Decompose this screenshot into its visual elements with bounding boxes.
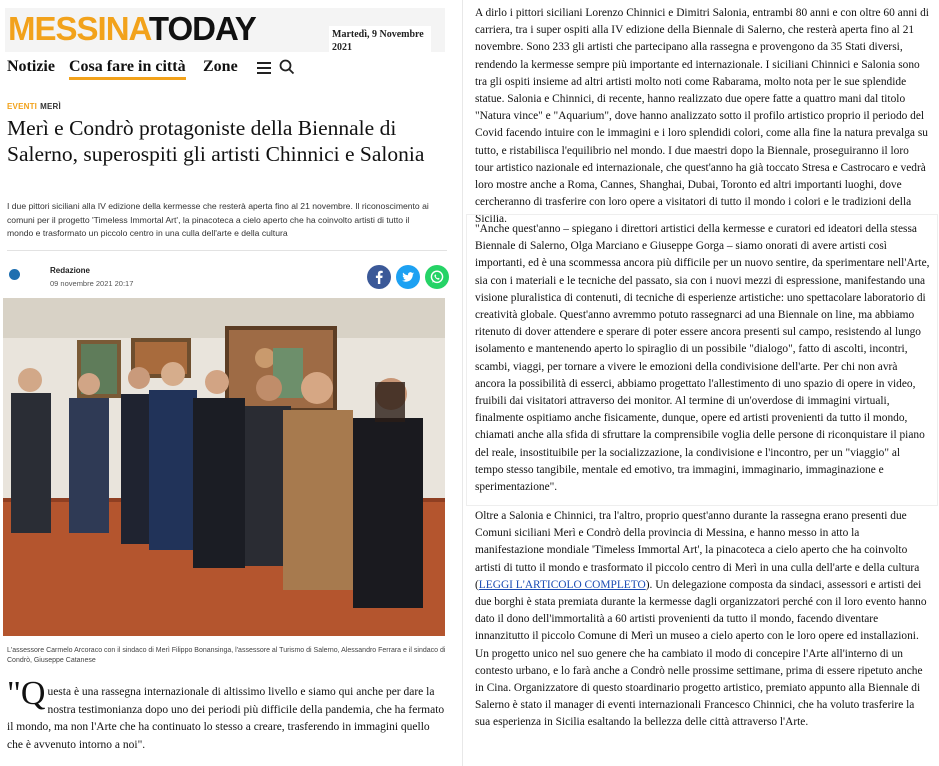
body-paragraph-2: "Anche quest'anno – spiegano i direttori artistici della kermesse e curatori ed ideatori della stessa Biennale di Salerno, Olga Marciano e Giuseppe Gorga – siamo onorati di avere artisti così importanti, ed è una scommessa ancora più difficile per un nuovo sentire, da sperimentare nell'Arte, sia con i materiali e le tecniche del passato, sia con i nuovi mezzi di espressione, manifestando una visione pluralistica di contenuti, di tecniche di esperienze artistiche: uno spettacolare laboratorio di creatività globale. Quest'anno avremmo potuto rassegnarci ad una Biennale on line, ma abbiamo ritenuto di dover attendere e sperare di poter essere ancora presenti sul campo, resistendo al lungo isolamento e mantenendo aperto lo spiraglio di un possibile "dialogo", fatto di ascolti, incontri, scambi, viaggi, per tornare a vivere le emozioni della condivisione dell'arte. Per chi non avrà ancora la possibilità di esserci, abbiamo progettato l'allestimento di uno spazio di opere in video, fruibili dai visitatori attraverso dei monitor. Al termine di un'overdose di immagini virtuali, finalmente ospitiamo anche fisicamente, dunque, opere ed artisti provenienti da tutto il mondo, chiamati anche alla sfida di sfruttare la comprensibile voglia delle persone di riconquistare il piano del reale, insostituibile per la socializzazione, la condivisione e l'incontro, per un "viaggio" al tempo stesso tangibile, mentale ed emotivo, tra immagini, immaginario, immaginazione e sperimentazione". xyxy=(475,223,930,494)
quote-text: uesta è una rassegna internazionale di altissimo livello e siamo qui anche per dare la nostra testimonianza dopo uno dei periodi più difficile della pandemia, che ha fermato il mondo, ma non l'Arte che ha continuato lo stesso a creare, trasferendo in immagini quello che è avvenuto intorno a noi". xyxy=(7,686,445,751)
twitter-share-button[interactable] xyxy=(396,265,420,289)
author-avatar xyxy=(9,269,20,280)
quote-dropcap: "Q xyxy=(7,675,46,712)
left-column xyxy=(0,0,458,766)
publish-date: 09 novembre 2021 20:17 xyxy=(50,279,134,288)
article-summary: I due pittori siciliani alla IV edizione della kermesse che resterà aperta fino al 21 novembre. Il riconoscimento ai comuni per il progetto 'Timeless Immortal Art', la pinacoteca a cielo aperto che ha coinvolto artisti di tutto il mondo e trasformato un piccolo centro in una culla dell'arte e della cultura xyxy=(7,201,429,238)
category-location[interactable]: MERÌ xyxy=(40,102,61,111)
whatsapp-icon xyxy=(425,265,449,289)
body-paragraph-3 xyxy=(475,508,930,732)
masthead xyxy=(5,8,445,52)
nav-item-notizie[interactable]: Notizie xyxy=(7,58,55,75)
author-name[interactable]: Redazione xyxy=(50,266,91,275)
search-icon[interactable] xyxy=(279,59,295,75)
logo-today: TODAY xyxy=(148,10,256,47)
category-label xyxy=(7,102,61,111)
group-photo-image xyxy=(3,298,445,636)
facebook-icon xyxy=(367,265,391,289)
site-logo[interactable] xyxy=(8,10,256,48)
nav-item-cosa-fare[interactable]: Cosa fare in città xyxy=(69,58,186,80)
twitter-icon xyxy=(396,265,420,289)
whatsapp-share-button[interactable] xyxy=(425,265,449,289)
logo-messina: MESSINA xyxy=(8,10,149,47)
body-p3-before: Oltre a Salonia e Chinnici, tra l'altro, proprio quest'anno durante la rassegna erano presenti due Comuni siciliani Merì e Condrò della provincia di Messina, e hanno messo in atto la manifestazione mondiale 'Timeless Immortal Art', la pinacoteca a cielo aperto che ha coinvolto artisti di tutto il mondo e trasformato il piccolo centro di Merì in una culla dell'arte e della cultura ( xyxy=(475,510,920,591)
article-headline: Merì e Condrò protagoniste della Biennale di Salerno, superospiti gli artisti Chinnici e Salonia xyxy=(7,116,425,166)
date-box xyxy=(329,26,431,56)
photo-caption: L'assessore Carmelo Arcoraco con il sindaco di Merì Filippo Bonansinga, l'assessore al Turismo di Salerno, Alessandro Ferrara e il sindaco di Condrò, Giuseppe Catanese xyxy=(7,647,446,664)
menu-icon[interactable] xyxy=(257,62,271,74)
date-line1: Martedì, 9 Novembre xyxy=(332,29,424,40)
category-eventi[interactable]: EVENTI xyxy=(7,102,38,111)
nav-item-zone[interactable]: Zone xyxy=(203,58,238,75)
read-full-article-link[interactable]: LEGGI L'ARTICOLO COMPLETO xyxy=(478,578,646,591)
main-nav xyxy=(5,56,445,84)
divider xyxy=(7,250,447,251)
column-divider xyxy=(462,0,463,766)
date-line2: 2021 xyxy=(332,42,352,53)
article-photo[interactable] xyxy=(3,298,445,636)
body-paragraph-1: A dirlo i pittori siciliani Lorenzo Chinnici e Dimitri Salonia, entrambi 80 anni e con oltre 60 anni di carriera, tra i super ospiti alla IV edizione della Biennale di Salerno, che resterà aperta fino al 21 novembre. Sono 233 gli artisti che partecipano alla rassegna e provengono da 35 Stati diversi, rendendo la kermesse sempre più importante ed internazionale. I siciliani Chinnici e Salonia sono tra gli ospiti insieme ad altri artisti molto noti come Rabarama, molto nota per le sue splendide statue. Salonia e Chinnici, di recente, hanno realizzato due opere fatte a quattro mani dal titolo "Natura vince" e "Aquarium", dove hanno analizzato sotto il profilo artistico proprio il periodo del Covid facendo intuire con le immagini e i loro splendidi colori, come alla fine la natura prevalga su tutto, e ristabilisca l'equilibrio nel mondo. I due maestri dopo la Biennale, proseguiranno il loro tour artistico nazionale ed internazionale, che quest'anno ha già toccato Stresa e Castrocaro e vedrà loro mostre anche a Roma, Cannes, Shanghai, Dubai, Toronto ed altri importanti luoghi, dove cercheranno di trasferire con loro opere a visitatori di tutto il mondo i colori e le tradizioni della Sicilia. xyxy=(475,7,929,226)
body-p3-after: ). Un delegazione composta da sindaci, assessori e artisti dei due borghi è stata premiata durante la kermesse dagli organizzatori perché con il loro evento hanno dato il dono dell'immortalità a 60 artisti provenienti da tutto il mondo, facendo diventare innanzitutto il piccolo Comune di Merì un museo a cielo aperto con le loro opere ed installazioni. Un progetto unico nel suo genere che ha cambiato il modo di concepire l'Arte all'interno di un contesto urbano, e lo farà anche a Condrò nelle prossime settimane, prima di essere ripetuto anche in Cina. Organizzatore di questo stoardinario progetto artistico, premiato appunto alla Biennale di Salerno è stato il manager di eventi internazionali Francesco Chinnici, che ha voluto trasferire la sua esperienza in Sicilia esaltando la bellezza delle città attraverso l'Arte. xyxy=(475,578,927,729)
opening-quote xyxy=(7,675,447,754)
facebook-share-button[interactable] xyxy=(367,265,391,289)
